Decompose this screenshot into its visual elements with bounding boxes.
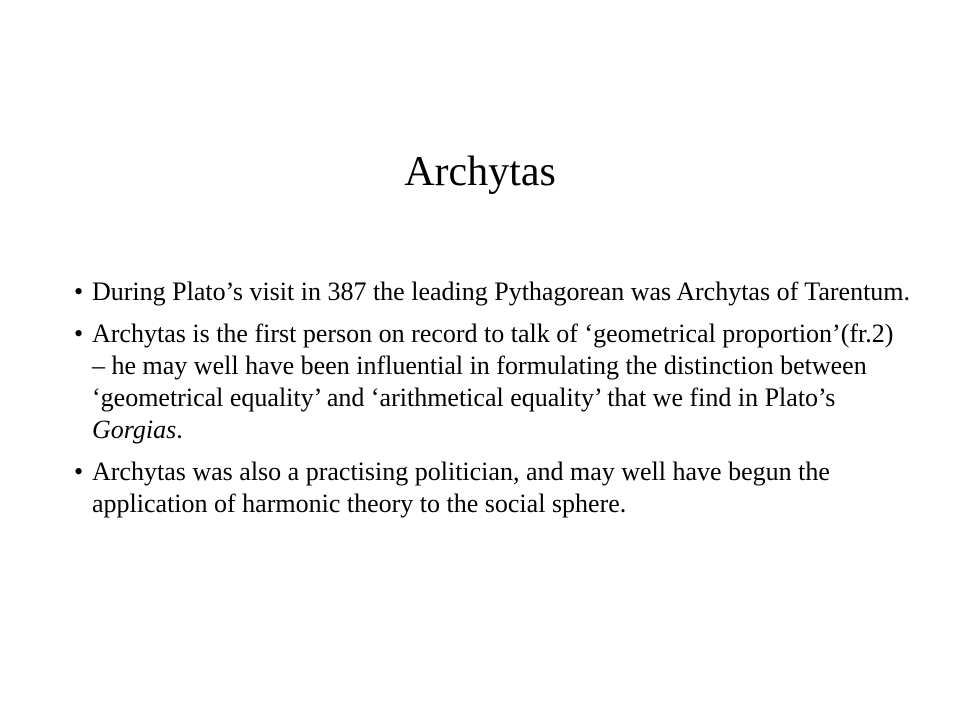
bullet-text: Archytas was also a practising politician, and may well have begun the application of harmonic theory to the social sphere.	[92, 457, 830, 518]
bullet-text: Archytas is the first person on record to talk of ‘geometrical proportion’(fr.2) – he may well have been influential in formulating the distinction between ‘geometrical equality’ and ‘arithmetical equality’ that we find in Plato’s	[92, 319, 894, 412]
bullet-item	[72, 456, 912, 520]
bullet-list	[72, 276, 912, 530]
slide-title: Archytas	[404, 149, 556, 195]
bullet-text-end: .	[176, 415, 183, 444]
book-title: Gorgias	[92, 415, 177, 444]
bullet-marker: •	[74, 457, 84, 486]
bullet-marker: •	[74, 277, 84, 306]
bullet-text: During Plato’s visit in 387 the leading Pythagorean was Archytas of Tarentum.	[92, 277, 911, 306]
bullet-marker: •	[74, 319, 84, 348]
bullet-item	[72, 318, 912, 446]
bullet-item	[72, 276, 912, 308]
